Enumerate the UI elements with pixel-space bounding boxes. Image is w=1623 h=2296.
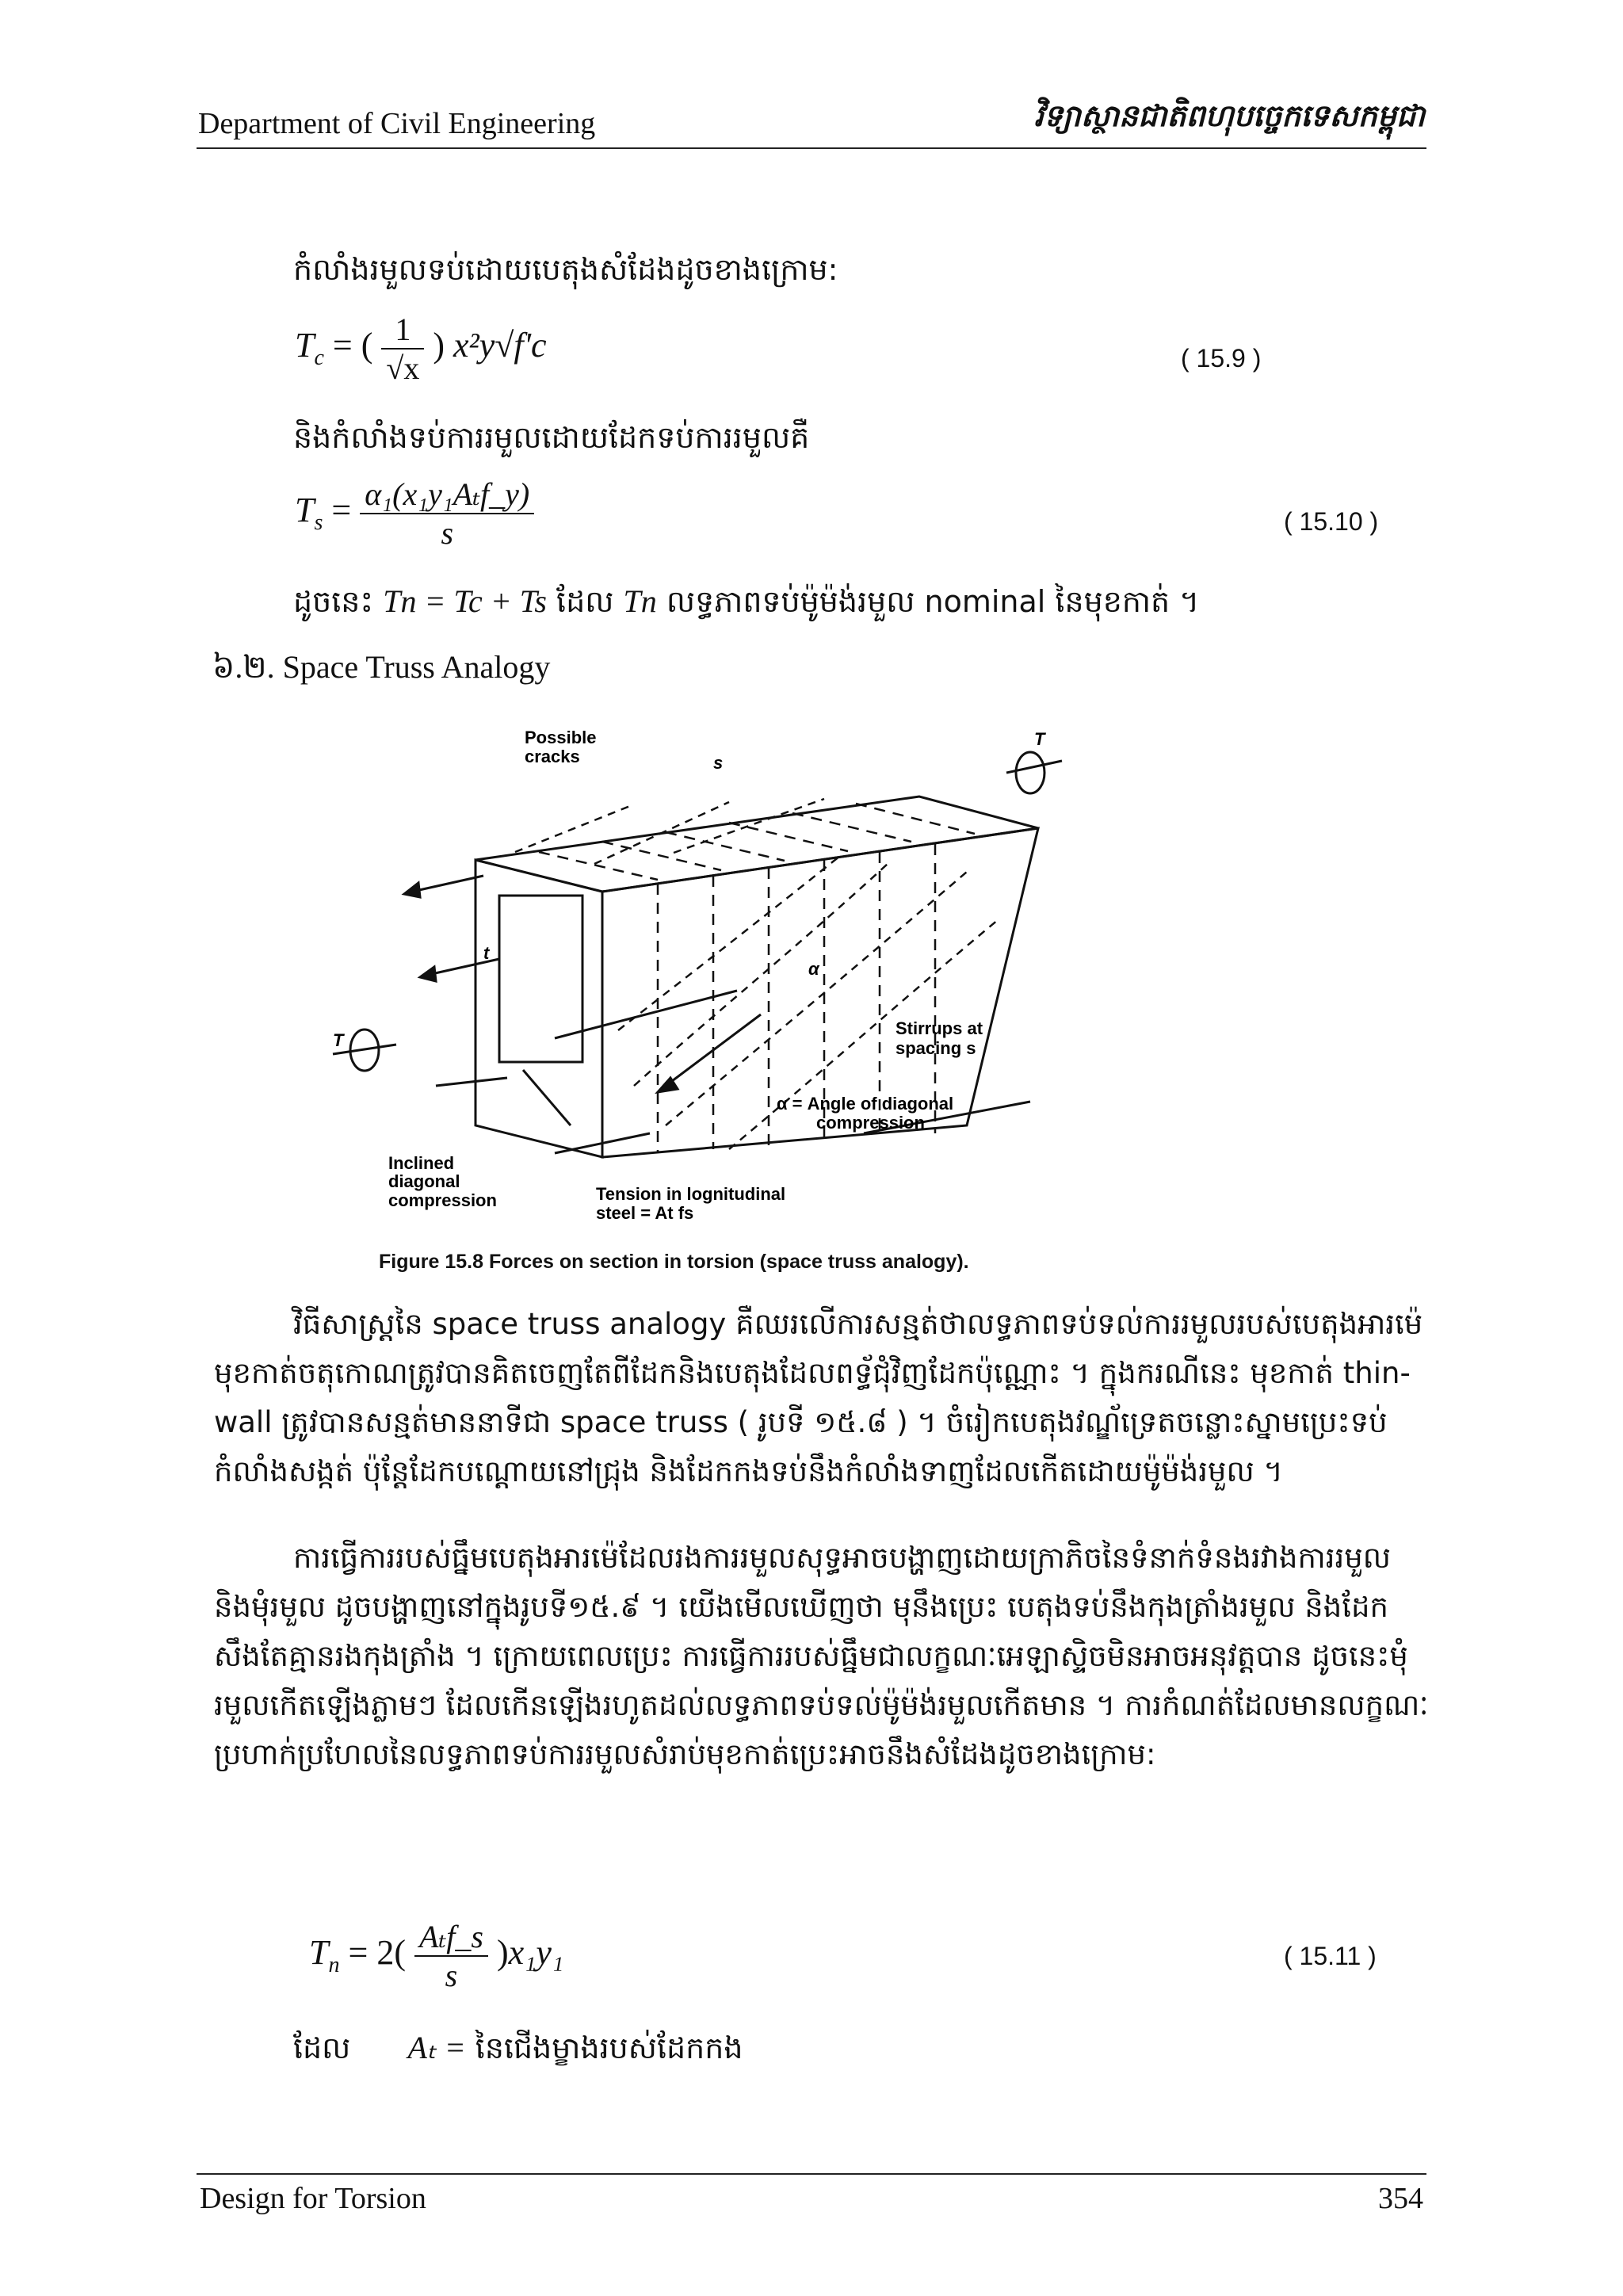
eq2-denominator: s [441,515,454,551]
eq2-numerator: α₁(x₁y₁Aₜf_y) [360,476,534,514]
figure-caption: Figure 15.8 Forces on section in torsion (space truss analogy). [379,1251,969,1273]
last-line-symbol: Aₜ = [407,2030,466,2065]
eq1-number: ( 15.9 ) [1181,344,1262,372]
last-line-post: នៃជើងម្ខាងរបស់ដែកកង [475,2030,743,2065]
eq2-lhs-sub: s [314,510,323,535]
eq3-lhs-sub: n [328,1952,340,1977]
eq3-number: ( 15.11 ) [1284,1942,1377,1970]
section-title: ៦.២. Space Truss Analogy [212,649,551,685]
label-t: t [483,943,490,963]
last-line-pre: ដែល [293,2030,351,2065]
beam-outline [475,797,1038,1157]
equation-15-9: $T_c$ = ( $\frac{1}{√x}$ ) x²y√f'c [295,311,547,386]
label-inclined: Inclined [388,1153,455,1173]
equation-15-11: $T_n = 2$( $\frac{\text{Aₜf\_s}}{s}$ )x₁y₁ [309,1919,564,1993]
line3-mid: ដែល [556,584,614,619]
eq1-rest: x²y√f'c [453,326,547,365]
line-2: និងកំលាំងទប់ការរមួលដោយដែកទប់ការរមួលគឺ [293,420,810,455]
label-possible: Possible [525,728,597,747]
label-angle2: compression [816,1113,925,1133]
label-T-right: T [1034,729,1045,749]
label-steel: steel = At fs [596,1203,694,1223]
eq2-number: ( 15.10 ) [1284,507,1379,536]
label-alpha: α [808,959,819,979]
label-cracks: cracks [525,747,580,766]
header-department: Department of Civil Engineering [198,107,596,140]
eq3-numerator: Aₜf_s [414,1918,488,1957]
last-line [293,2029,743,2067]
label-compression: compression [388,1190,497,1210]
label-stirrups: Stirrups at [896,1018,983,1038]
line3-post: លទ្ធភាពទប់ម៉ូម៉ង់រមួល nominal នៃមុខកាត់ ។ [666,584,1200,619]
line-3 [293,583,1199,621]
space-truss-figure [317,713,1070,1284]
label-diagonal: diagonal [388,1171,460,1191]
label-T-left: T [333,1030,344,1050]
eq3-coef: 2 [376,1933,395,1973]
eq1-denominator: √x [386,350,420,386]
paragraph-1 [214,1300,1434,1496]
paragraph-1-text: វិធីសាស្ត្រនៃ space truss analogy គឺឈរលើការសន្មត់ថាលទ្ធភាពទប់ទល់ការរមួលរបស់បេតុងអារម៉េមុខកាត់ចតុកោណត្រូវបានគិតចេញតែពីដែកនិងបេតុងដែលពទ្ធ័ជុំវិញដែកប៉ុណ្ណោះ ។ ក្នុងករណីនេះ មុខកាត់ thin-wall ត្រូវបានសន្មត់មាននាទីជា space truss ( រូបទី ១៥.៨ ) ។ ចំរៀកបេតុងវណ្ឌ័ទ្រេតចន្លោះស្នាមប្រេះទប់កំលាំងសង្កត់ ប៉ុន្តែដែកបណ្ដោយនៅជ្រុង និងដែកកងទប់នឹងកំលាំងទាញដែលកើតដោយម៉ូម៉ង់រមួល ។ [214,1307,1423,1488]
eq1-numerator: 1 [381,311,424,350]
eq3-rest: x₁y₁ [508,1933,564,1973]
eq3-lhs: T [309,1933,329,1973]
page-header [197,98,1426,149]
label-s: s [713,753,724,773]
paragraph-2-text: ការធ្វើការរបស់ធ្នឹមបេតុងអារម៉េដែលរងការរមួលសុទ្ធអាចបង្ហាញដោយក្រាភិចនៃទំនាក់ទំនងរវាងការរមួលនិងមុំរមួល ដូចបង្ហាញនៅក្នុងរូបទី១៥.៩ ។ យើងមើលឃើញថា មុនឹងប្រេះ បេតុងទប់នឹងកុងត្រាំងរមួល និងដែកសឹងតែគ្មានរងកុងត្រាំង ។ ក្រោយពេលប្រេះ ការធ្វើការរបស់ធ្នឹមជាលក្ខណៈអេឡាស្ទិចមិនអាចអនុវត្តបាន ដូចនេះមុំរមួលកើតឡើងភ្លាមៗ ដែលកើនឡើងរហូតដល់លទ្ធភាពទប់ទល់ម៉ូម៉ង់រមួលកើតមាន ។ ការកំណត់ដែលមានលក្ខណៈប្រហាក់ប្រហែលនៃលទ្ធភាពទប់ការរមួលសំរាប់មុខកាត់ប្រេះអាចនឹងសំដែងដូចខាងក្រោម: [214,1541,1429,1771]
paragraph-2 [214,1534,1434,1779]
label-tension: Tension in lognitudinal [596,1184,786,1204]
eq3-denominator: s [445,1958,458,1993]
eq1-lhs-sub: c [314,345,324,370]
line3-pre: ដូចនេះ [293,584,374,619]
intro-line: កំលាំងរមួលទប់ដោយបេតុងសំដែងដូចខាងក្រោម: [293,252,838,287]
line3-formula: Tn = Tc + Ts [383,583,547,619]
footer-title: Design for Torsion [200,2182,426,2215]
page-number: 354 [1378,2182,1423,2215]
label-angle1: α = Angle of diagonal [777,1094,954,1114]
line3-symbol: Tn [623,583,657,619]
header-institute: វិទ្យាស្ថានជាតិពហុបច្ចេកទេសកម្ពុជា [1033,98,1425,133]
equation-15-10: $T_s$ = $\frac{\text{α₁(x₁y₁Aₜf\_y)}}{s}$ [295,476,534,552]
label-spacing: spacing s [896,1038,976,1058]
footer-rule [197,2173,1426,2175]
eq1-lhs: T [295,326,315,365]
eq2-lhs: T [295,491,315,530]
